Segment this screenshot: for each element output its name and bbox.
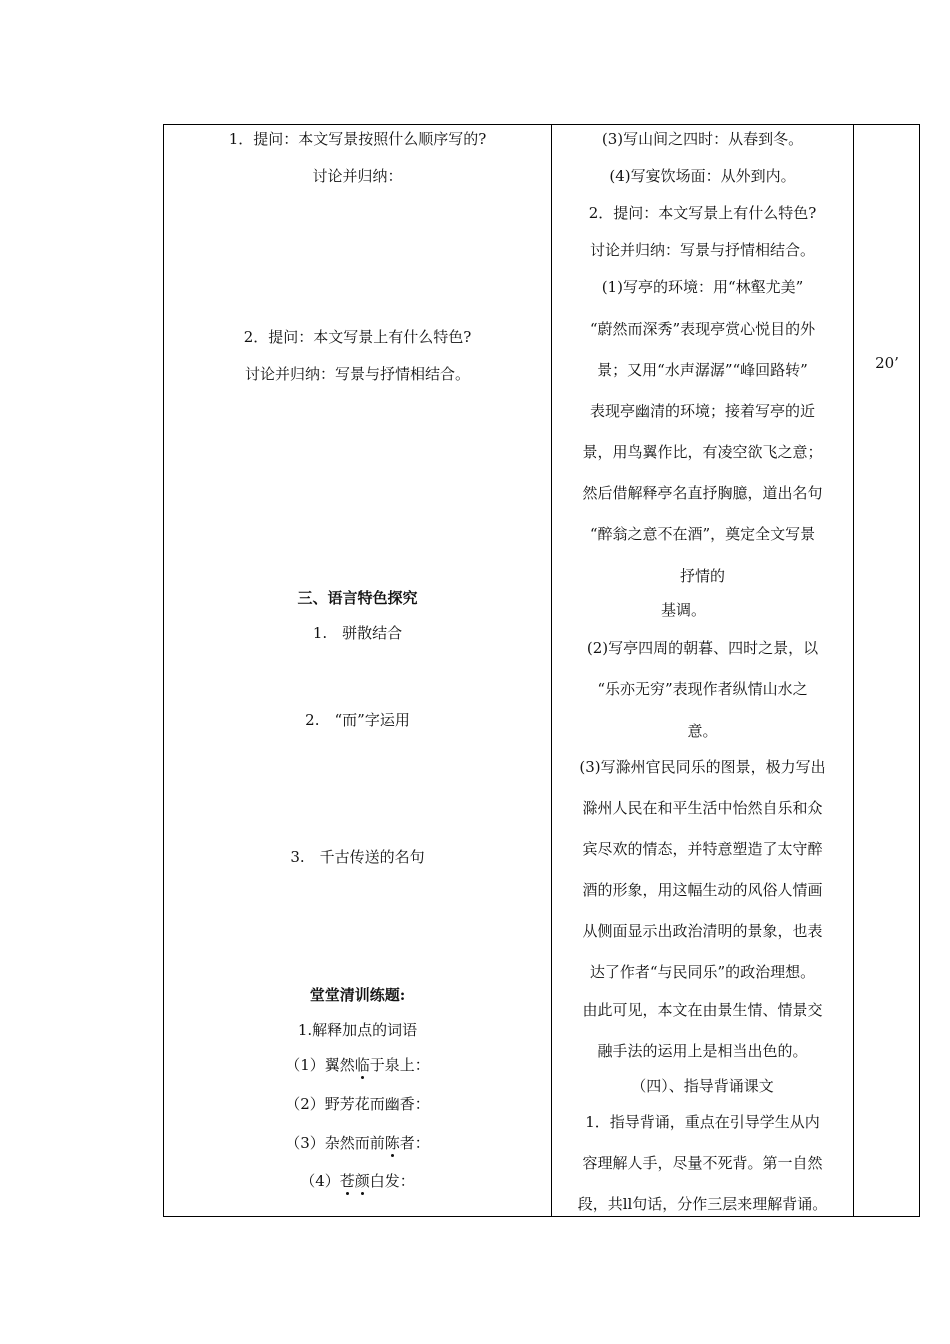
middle-line: 酒的形象，用这幅生动的风俗人情画 [582,881,823,899]
dotted-word: 陈 [384,1134,400,1152]
lesson-plan-table [163,124,920,1217]
column-divider [853,125,854,1216]
middle-line: (3)写滁州官民同乐的图景，极力写出 [579,758,826,776]
middle-line: “醉翁之意不在酒”，奠定全文写景 [589,525,816,543]
exercise-heading: 堂堂清训练题: [309,986,406,1004]
question-1: 1．提问：本文写景按照什么顺序写的? [228,130,487,148]
middle-line: 段，共ll句话，分作三层来理解背诵。 [577,1195,828,1213]
section-3-heading: 三、语言特色探究 [297,589,418,607]
language-feature-3: 3. 千古传送的名句 [290,848,425,866]
middle-line: 抒情的 [679,567,725,585]
exercise-text: （2）野芳 [285,1095,355,1113]
middle-line: “蔚然而深秀”表现亭赏心悦目的外 [589,320,816,338]
middle-line: 达了作者“与民同乐”的政治理想。 [589,963,816,981]
middle-line: 容理解人手，尽量不死背。第一自然 [582,1154,823,1172]
exercise-item-3 [164,1134,551,1152]
middle-line: (4)写宴饮场面：从外到内。 [609,167,796,185]
exercise-text: 者： [399,1134,430,1152]
exercise-text: （3）杂然而前 [285,1134,385,1152]
exercise-text: （1）翼然 [285,1056,355,1074]
dotted-word: 临 [354,1056,370,1074]
exercise-text: 白发： [369,1172,415,1190]
middle-line: 滁州人民在和平生活中怡然自乐和众 [582,799,823,817]
middle-line: 然后借解释亭名直抒胸臆，道出名句 [582,484,823,502]
middle-line: 融手法的运用上是相当出色的。 [597,1042,808,1060]
question-2-discussion: 讨论并归纳：写景与抒情相结合。 [244,365,470,383]
exercise-intro: 1.解释加点的词语 [297,1021,418,1039]
question-1-discussion: 讨论并归纳： [312,167,403,185]
middle-line: 由此可见，本文在由景生情、情景交 [582,1001,823,1019]
middle-line: 景；又用“水声潺潺”“峰回路转” [597,361,808,379]
exercise-text: 花而幽香： [354,1095,430,1113]
middle-line: 景，用鸟翼作比，有凌空欲飞之意； [582,443,823,461]
exercise-text: 于泉上： [369,1056,430,1074]
middle-line: 宾尽欢的情态，并特意塑造了太守醉 [582,840,823,858]
middle-line: 基调。 [661,601,707,619]
middle-line: (1)写亭的环境：用“林壑尤美” [601,278,804,296]
question-2: 2．提问：本文写景上有什么特色? [243,328,472,346]
middle-line: （四）、指导背诵课文 [631,1077,774,1095]
middle-line: 表现亭幽清的环境；接着写亭的近 [589,402,815,420]
exercise-text: （4） [300,1172,340,1190]
exercise-item-1 [164,1056,551,1074]
exercise-item-2 [164,1095,551,1113]
middle-line: 从侧面显示出政治清明的景象，也表 [582,922,823,940]
middle-line: (3)写山间之四时：从春到冬。 [601,130,804,148]
dotted-word: 颜 [354,1172,370,1190]
middle-line: (2)写亭四周的朝暮、四时之景，以 [586,639,819,657]
middle-line: 1．指导背诵，重点在引导学生从内 [585,1113,820,1131]
exercise-item-4 [164,1172,551,1190]
middle-line: 讨论并归纳：写景与抒情相结合。 [589,241,815,259]
language-feature-1: 1. 骈散结合 [312,624,403,642]
dotted-word: 苍 [339,1172,355,1190]
language-feature-2: 2. “而”字运用 [305,711,410,729]
middle-line: “乐亦无穷”表现作者纵情山水之 [597,680,808,698]
middle-line: 2．提问：本文写景上有什么特色? [588,204,817,222]
middle-line: 意。 [687,722,718,740]
time-allocation: 20’ [875,354,899,372]
